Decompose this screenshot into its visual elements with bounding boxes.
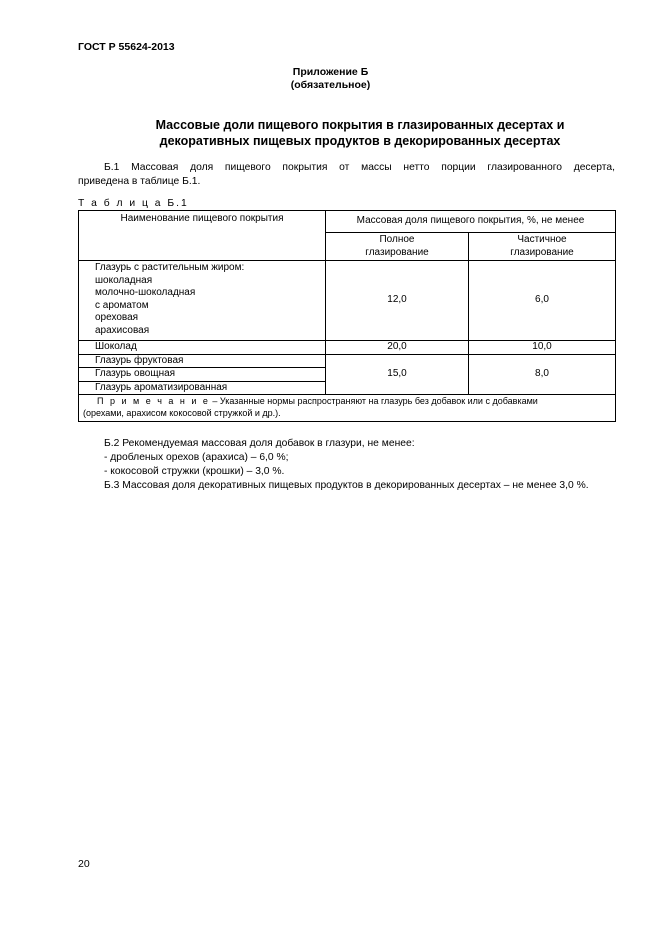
coating-table [78, 210, 616, 422]
row-vegetable-fat-names [79, 261, 326, 341]
header-coating-name: Наименование пищевого покрытия [79, 211, 326, 261]
cell-partial: 8,0 [469, 354, 616, 395]
cell-full: 15,0 [326, 354, 469, 395]
b2-line-2: - дробленых орехов (арахиса) – 6,0 %; [104, 452, 289, 463]
section-heading-line-1: Массовые доли пищевого покрытия в глазированных десертах и [155, 118, 565, 132]
cell-partial: 10,0 [469, 341, 616, 355]
table-caption: Т а б л и ц а Б.1 [78, 198, 189, 209]
row-name: молочно-шоколадная [95, 287, 196, 298]
table-note-row [79, 395, 616, 422]
b3-line-1: Б.3 Массовая доля декоративных пищевых продуктов в декорированных десертах – не менее 3,0 %. [104, 480, 589, 491]
intro-line-2: приведена в таблице Б.1. [78, 176, 201, 187]
section-heading-line-2: декоративных пищевых продуктов в декорированных десертах [159, 134, 561, 148]
appendix-status: (обязательное) [290, 79, 371, 91]
header-full-glazing [326, 233, 469, 261]
b2-line-3: - кокосовой стружки (крошки) – 3,0 %. [104, 466, 285, 477]
table-row [79, 341, 616, 355]
row-name: арахисовая [95, 324, 150, 336]
header-full-glazing-line-2: глазирование [365, 246, 429, 258]
header-full-glazing-line-1: Полное [379, 234, 415, 245]
header-mass-fraction: Массовая доля пищевого покрытия, %, не менее [326, 211, 616, 233]
row-name: Шоколад [79, 341, 326, 355]
document-code: ГОСТ Р 55624-2013 [78, 41, 175, 53]
cell-full: 20,0 [326, 341, 469, 355]
row-name: ореховая [95, 312, 139, 323]
row-name: Глазурь фруктовая [79, 354, 326, 368]
page-number: 20 [78, 858, 90, 870]
b2-line-1: Б.2 Рекомендуемая массовая доля добавок в глазури, не менее: [104, 438, 415, 449]
appendix-title: Приложение Б [292, 66, 369, 78]
note-text: – Указанные нормы распространяют на глазурь без добавок или с добавками [209, 396, 538, 406]
note-text-line-2: (орехами, арахисом кокосовой стружкой и др.). [83, 407, 281, 418]
header-partial-glazing [469, 233, 616, 261]
cell-partial: 6,0 [469, 261, 616, 341]
row-name: Глазурь ароматизированная [79, 381, 326, 395]
header-partial-glazing-line-2: глазирование [510, 246, 574, 258]
row-name: шоколадная [95, 274, 153, 286]
header-partial-glazing-line-1: Частичное [517, 234, 567, 245]
row-name: Глазурь овощная [79, 368, 326, 382]
table-row [79, 354, 616, 368]
table-row [79, 261, 616, 341]
note-label: П р и м е ч а н и е [97, 396, 210, 406]
table-note [79, 395, 616, 422]
intro-line-1: Б.1 Массовая доля пищевого покрытия от массы нетто порции глазированного десерта, [104, 162, 615, 173]
cell-full: 12,0 [326, 261, 469, 341]
row-name: Глазурь с растительным жиром: [95, 262, 245, 273]
row-name: с ароматом [95, 299, 149, 311]
